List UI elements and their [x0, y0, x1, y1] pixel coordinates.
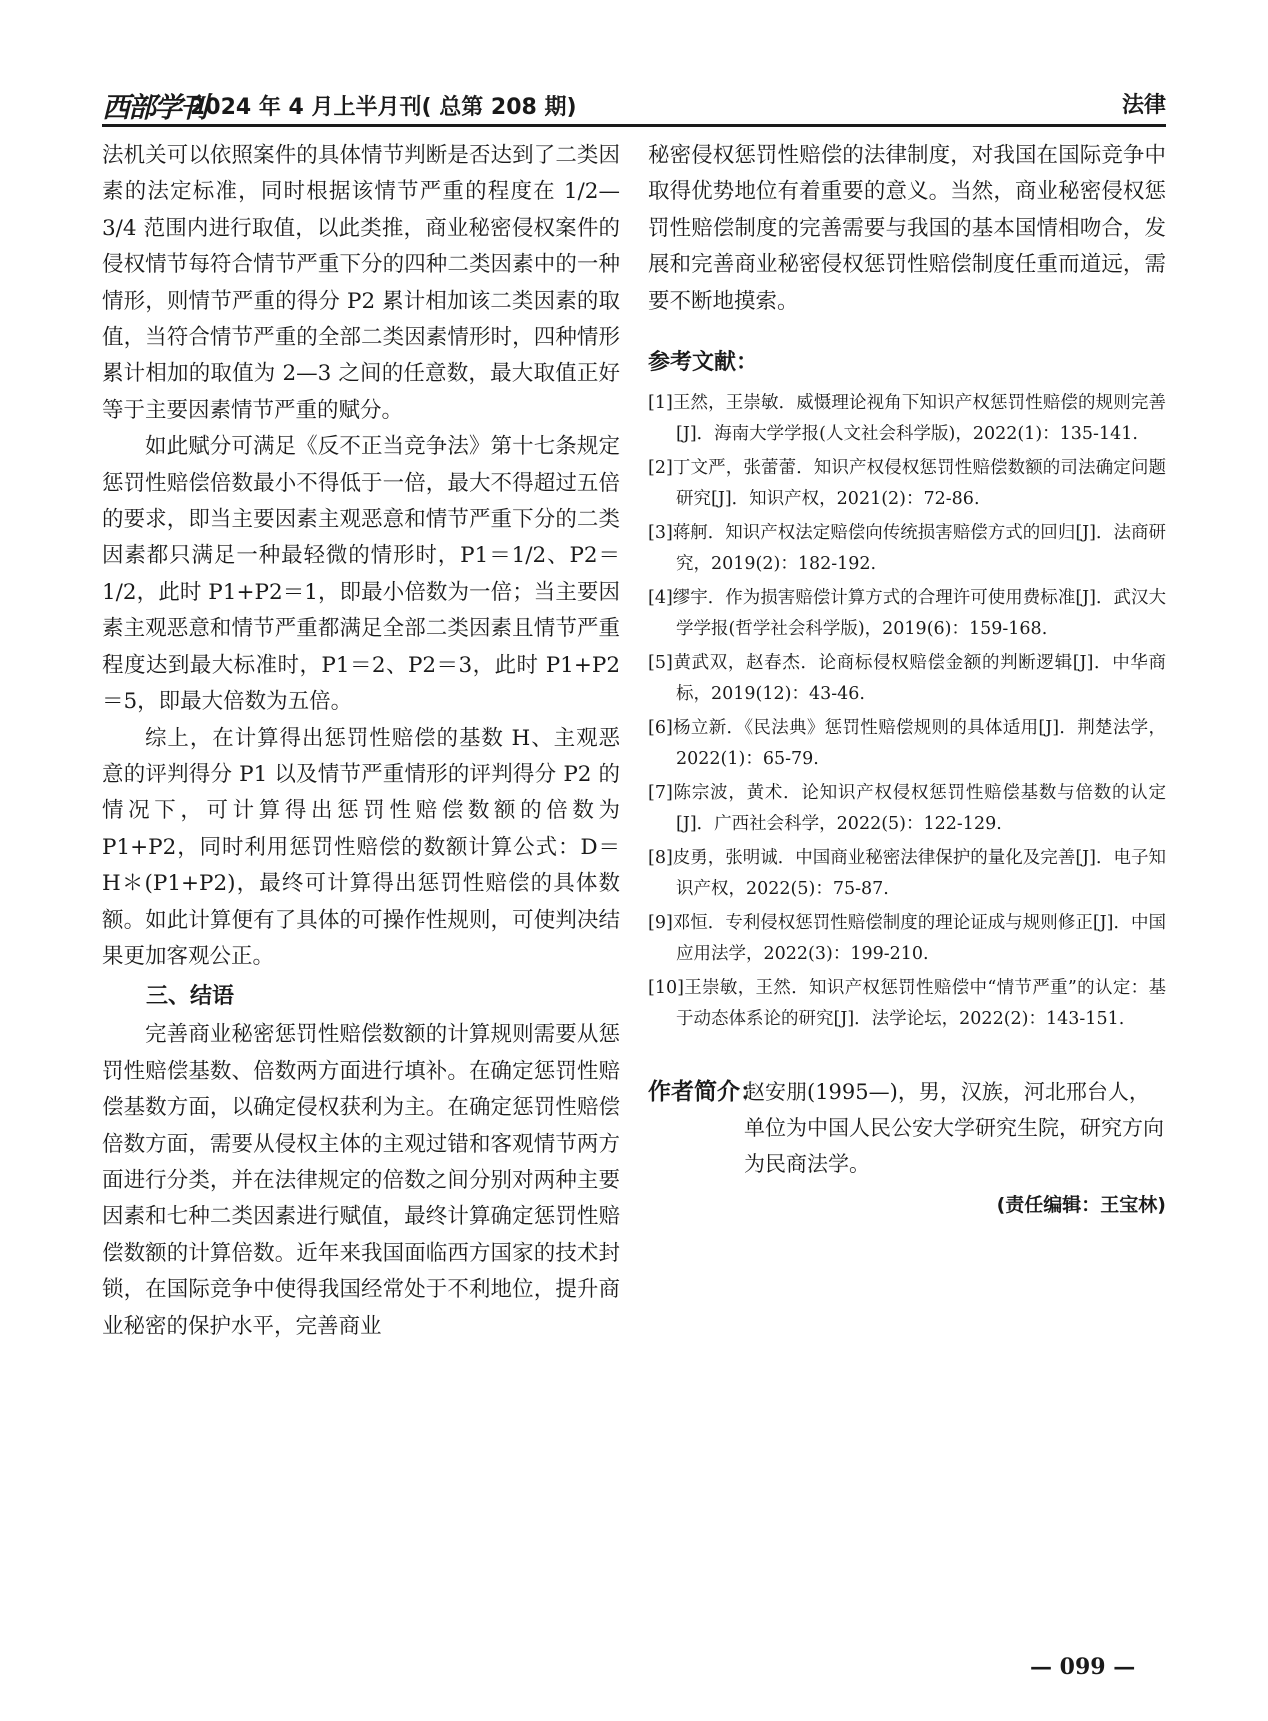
page-number: — 099 —	[1030, 1654, 1136, 1680]
reference-item: [2]丁文严，张蕾蕾．知识产权侵权惩罚性赔偿数额的司法确定问题研究[J]．知识产权，2021(2)：72-86.	[648, 458, 1166, 509]
reference-item: [3]蒋舸．知识产权法定赔偿向传统损害赔偿方式的回归[J]．法商研究，2019(2)：182-192.	[648, 523, 1166, 574]
author-text: 赵安朋(1995—)，男，汉族，河北邢台人，单位为中国人民公安大学研究生院，研究方向为民商法学。	[744, 1080, 1164, 1177]
conclusion-paragraph: 完善商业秘密惩罚性赔偿数额的计算规则需要从惩罚性赔偿基数、倍数两方面进行填补。在确定惩罚性赔偿基数方面，以确定侵权获利为主。在确定惩罚性赔偿倍数方面，需要从侵权主体的主观过错和客观情节两方面进行分类，并在法律规定的倍数之间分别对两种主要因素和七种二类因素进行赋值，最终计算确定惩罚性赔偿数额的计算倍数。近年来我国面临西方国家的技术封锁，在国际竞争中使得我国经常处于不利地位，提升商业秘密的保护水平，完善商业	[102, 1022, 620, 1339]
issue-info: 2024 年 4 月上半月刊( 总第 208 期)	[190, 95, 577, 120]
right-column	[648, 138, 1166, 1217]
body-paragraph: 综上，在计算得出惩罚性赔偿的基数 H、主观恶意的评判得分 P1 以及情节严重情形的评判得分 P2 的情况下，可计算得出惩罚性赔偿数额的倍数为 P1+P2，同时利用惩罚性赔偿的数额计算公式：D＝H＊(P1+P2)，最终可计算得出惩罚性赔偿的具体数额。如此计算便有了具体的可操作性规则，可使判决结果更加客观公正。	[102, 725, 620, 969]
reference-item: [4]缪宇．作为损害赔偿计算方式的合理许可使用费标准[J]．武汉大学学报(哲学社会科学版)，2019(6)：159-168.	[648, 588, 1166, 639]
conclusion-continuation: 秘密侵权惩罚性赔偿的法律制度，对我国在国际竞争中取得优势地位有着重要的意义。当然，商业秘密侵权惩罚性赔偿制度的完善需要与我国的基本国情相吻合，发展和完善商业秘密侵权惩罚性赔偿制度任重而道远，需要不断地摸索。	[648, 143, 1166, 314]
body-paragraph: 法机关可以依照案件的具体情节判断是否达到了二类因素的法定标准，同时根据该情节严重的程度在 1/2—3/4 范围内进行取值，以此类推，商业秘密侵权案件的侵权情节每符合情节严重下分的四种二类因素中的一种情形，则情节严重的得分 P2 累计相加该二类因素的取值，当符合情节严重的全部二类因素情形时，四种情形累计相加的取值为 2—3 之间的任意数，最大取值正好等于主要因素情节严重的赋分。	[102, 143, 620, 423]
section-label: 法律	[1121, 93, 1166, 118]
journal-logo: 西部学刊	[102, 91, 207, 124]
reference-item: [5]黄武双，赵春杰．论商标侵权赔偿金额的判断逻辑[J]．中华商标，2019(12)：43-46.	[648, 653, 1166, 704]
responsible-editor: (责任编辑：王宝林)	[996, 1194, 1166, 1217]
section-heading: 三、结语	[146, 984, 235, 1010]
body-paragraph: 如此赋分可满足《反不正当竞争法》第十七条规定惩罚性赔偿倍数最小不得低于一倍，最大不得超过五倍的要求，即当主要因素主观恶意和情节严重下分的二类因素都只满足一种最轻微的情形时，P1＝1/2、P2＝1/2，此时 P1+P2＝1，即最小倍数为一倍；当主要因素主观恶意和情节严重都满足全部二类因素且情节严重程度达到最大标准时，P1＝2、P2＝3，此时 P1+P2＝5，即最大倍数为五倍。	[102, 434, 620, 715]
reference-item: [10]王崇敏，王然．知识产权惩罚性赔偿中“情节严重”的认定：基于动态体系论的研究[J]．法学论坛，2022(2)：143-151.	[648, 978, 1166, 1029]
reference-item: [6]杨立新．《民法典》惩罚性赔偿规则的具体适用[J]．荆楚法学，2022(1)：65-79.	[648, 718, 1166, 769]
left-column	[102, 138, 620, 1345]
reference-item: [7]陈宗波，黄术．论知识产权侵权惩罚性赔偿基数与倍数的认定[J]．广西社会科学，2022(5)：122-129.	[648, 783, 1166, 834]
running-header	[102, 82, 1166, 122]
reference-item: [9]邓恒．专利侵权惩罚性赔偿制度的理论证成与规则修正[J]．中国应用法学，2022(3)：199-210.	[648, 913, 1166, 964]
header-rule	[102, 124, 1166, 127]
author-label: 作者简介：	[648, 1079, 763, 1106]
reference-list	[648, 388, 1166, 1034]
references-title: 参考文献：	[648, 350, 759, 376]
reference-item: [1]王然，王崇敏．威慑理论视角下知识产权惩罚性赔偿的规则完善[J]．海南大学学报(人文社会科学版)，2022(1)：135-141.	[648, 393, 1166, 444]
author-bio	[648, 1074, 1166, 1182]
reference-item: [8]皮勇，张明诚．中国商业秘密法律保护的量化及完善[J]．电子知识产权，2022(5)：75-87.	[648, 848, 1166, 899]
